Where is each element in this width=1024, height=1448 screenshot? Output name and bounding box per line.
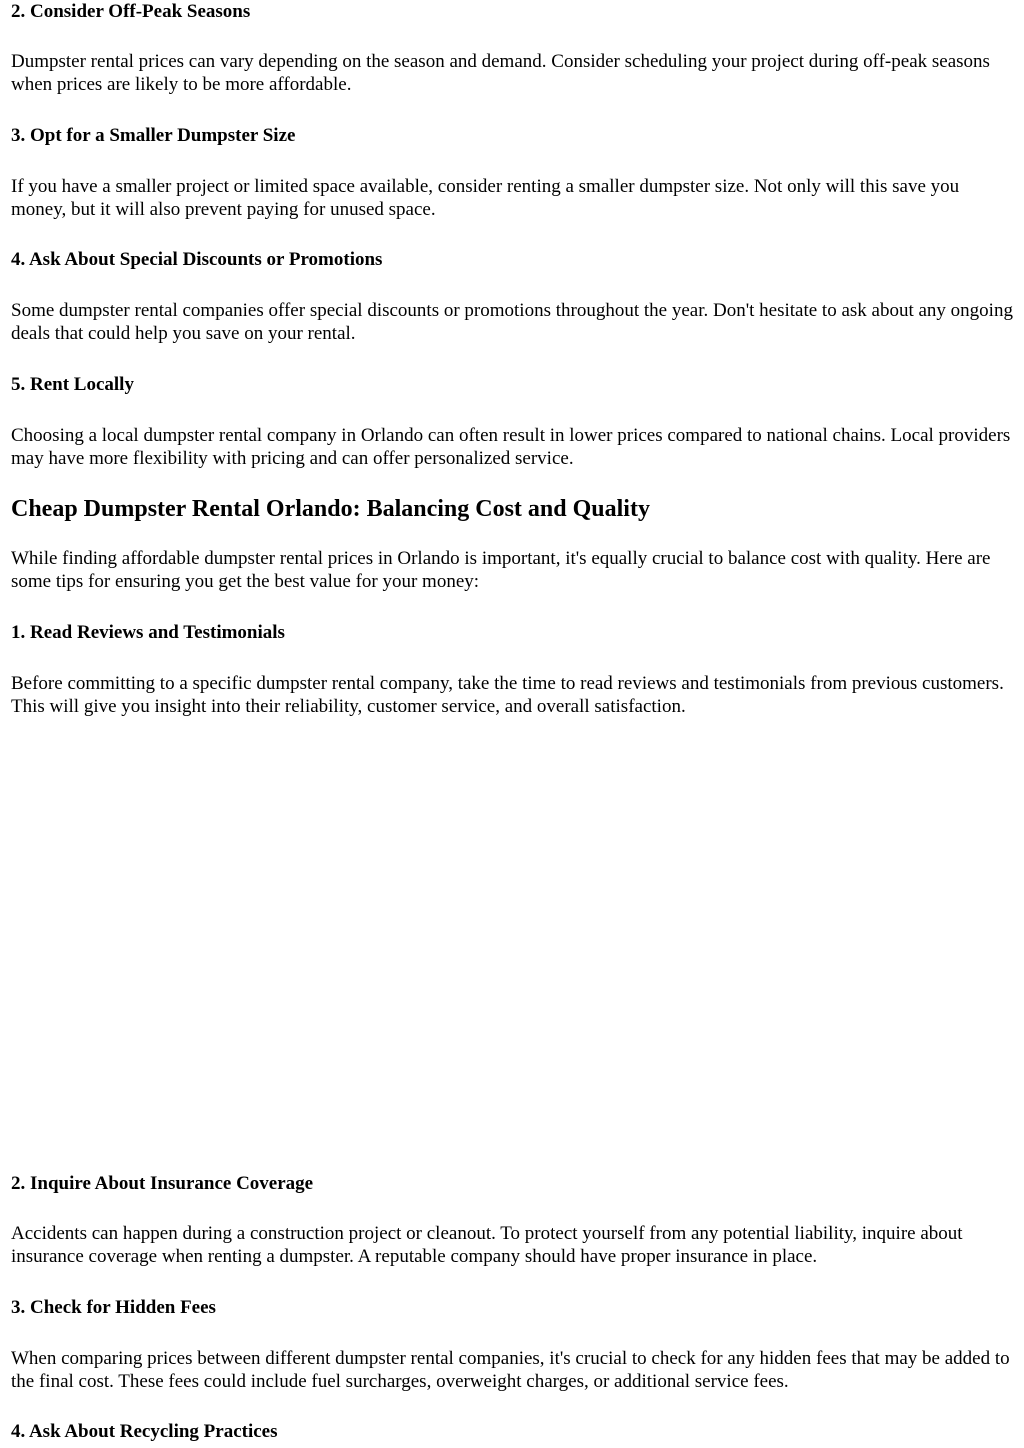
section-heading-recycling-practices: 4. Ask About Recycling Practices [11,1421,278,1442]
section-intro-balancing-cost-quality: While finding affordable dumpster rental prices in Orlando is important, it's equally crucial to balance cost with quality. Here are some tips for ensuring you get the best value for your money: [11,548,991,592]
section-body-rent-locally: Choosing a local dumpster rental company in Orlando can often result in lower prices compared to national chains. Local providers may have more flexibility with pricing and can offer personalized service. [11,425,1011,469]
section-heading-insurance-coverage: 2. Inquire About Insurance Coverage [11,1173,314,1194]
section-heading-off-peak-seasons: 2. Consider Off-Peak Seasons [11,1,251,22]
section-body-smaller-dumpster: If you have a smaller project or limited space available, consider renting a smaller dumpster size. Not only will this save you money, but it will also prevent paying for unused space. [11,176,960,220]
section-body-off-peak-seasons: Dumpster rental prices can vary depending on the season and demand. Consider scheduling your project during off-peak seasons when prices are likely to be more affordable. [11,51,990,95]
section-body-insurance-coverage: Accidents can happen during a construction project or cleanout. To protect yourself from any potential liability, inquire about insurance coverage when renting a dumpster. A reputable company should have proper insurance in place. [11,1223,963,1267]
section-heading-balancing-cost-quality: Cheap Dumpster Rental Orlando: Balancing Cost and Quality [11,496,650,522]
section-body-hidden-fees: When comparing prices between different dumpster rental companies, it's crucial to check for any hidden fees that may be added to the final cost. These fees could include fuel surcharges, overweight charges, or additional service fees. [11,1348,1010,1392]
section-heading-hidden-fees: 3. Check for Hidden Fees [11,1297,216,1318]
section-heading-rent-locally: 5. Rent Locally [11,374,134,395]
section-heading-read-reviews: 1. Read Reviews and Testimonials [11,622,285,643]
section-body-read-reviews: Before committing to a specific dumpster rental company, take the time to read reviews and testimonials from previous customers. This will give you insight into their reliability, customer service, and overall satisfaction. [11,673,1004,717]
blank-content-gap [11,730,1015,1160]
section-heading-special-discounts: 4. Ask About Special Discounts or Promotions [11,249,383,270]
section-heading-smaller-dumpster: 3. Opt for a Smaller Dumpster Size [11,125,296,146]
section-body-special-discounts: Some dumpster rental companies offer special discounts or promotions throughout the year. Don't hesitate to ask about any ongoing deals that could help you save on your rental. [11,300,1013,344]
